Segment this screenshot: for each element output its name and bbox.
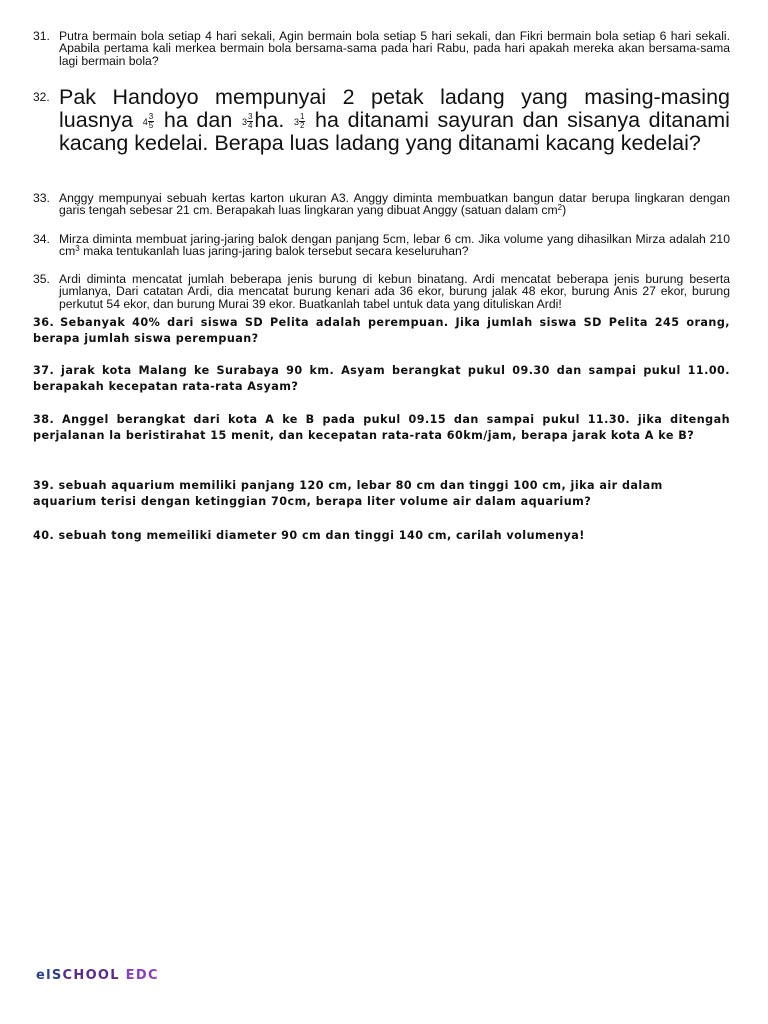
fraction-mixed bbox=[143, 113, 154, 130]
question-35 bbox=[33, 273, 730, 310]
question-text-part: maka tentukanlah luas jaring-jaring balok tersebut secara keseluruhan? bbox=[79, 244, 469, 259]
question-text: 40. sebuah tong memeiliki diameter 90 cm dan tinggi 140 cm, carilah volumenya! bbox=[33, 529, 585, 542]
question-text: Ardi diminta mencatat jumlah beberapa jenis burung di kebun binatang. Ardi mencatat beberapa jenis burung beserta jumlanya, Dari catatan Ardi, dia mencatat burung kenari ada 36 ekor, burung jalak 48 ekor, burung Anis 27 ekor, burung perkutut 54 ekor, dan burung Murai 39 ekor. Buatkanlah tabel untuk data yang dituliskan Ardi! bbox=[59, 272, 730, 311]
question-text-part: ha dan bbox=[163, 108, 233, 133]
fraction-whole: 3 bbox=[241, 116, 247, 127]
question-34 bbox=[33, 233, 730, 258]
fraction-numerator: 3 bbox=[148, 112, 154, 122]
question-text bbox=[59, 192, 730, 217]
question-text-part: ha. bbox=[254, 108, 285, 133]
fraction-denominator: 4 bbox=[247, 121, 253, 131]
question-text bbox=[59, 233, 730, 258]
question-text-part: Sebanyak 40% dari siswa SD Pelita adalah perempuan. Jika jumlah siswa SD Pelita 245 orang, berapa jumlah siswa perempuan? bbox=[33, 316, 730, 346]
brand-part: CHOOL bbox=[62, 968, 120, 983]
question-38 bbox=[33, 412, 730, 445]
question-31 bbox=[33, 30, 730, 67]
fraction-whole: 3 bbox=[293, 116, 299, 127]
fraction-numerator: 1 bbox=[299, 112, 305, 122]
question-40 bbox=[33, 528, 730, 544]
question-text: 38. Anggel berangkat dari kota A ke B pada pukul 09.15 dan sampai pukul 11.30. jika ditengah perjalanan la beristirahat 15 menit, dan kecepatan rata-rata 60km/jam, berapa jarak kota A ke B? bbox=[33, 413, 730, 443]
superscript: 3 bbox=[75, 244, 80, 254]
brand-part: EDC bbox=[119, 968, 159, 983]
fraction-whole: 4 bbox=[142, 116, 148, 127]
question-text-part: Anggy mempunyai sebuah kertas karton ukuran A3. Anggy diminta membuatkan bangun datar berupa lingkaran dengan garis tengah sebesar 21 cm. Berapakah luas lingkaran yang dibuat Anggy (satuan dalam cm bbox=[59, 191, 730, 218]
question-number: 33. bbox=[33, 191, 50, 205]
question-text-part: Pak Handoyo mempunyai 2 petak ladang yang masing-masing luasnya bbox=[59, 85, 730, 133]
question-number: 34. bbox=[33, 232, 50, 246]
question-text: 37. jarak kota Malang ke Surabaya 90 km. Asyam berangkat pukul 09.30 dan sampai pukul 11.00. berapakah kecepatan rata-rata Asyam? bbox=[33, 364, 730, 394]
question-text: 39. sebuah aquarium memiliki panjang 120 cm, lebar 80 cm dan tinggi 100 cm, jika air dalam aquarium terisi dengan ketinggian 70cm, berapa liter volume air dalam aquarium? bbox=[33, 479, 663, 509]
question-36 bbox=[33, 315, 730, 348]
question-37 bbox=[33, 363, 730, 396]
fraction-denominator: 2 bbox=[299, 121, 305, 131]
fraction-mixed bbox=[242, 113, 253, 130]
question-text-part: ha ditanami sayuran dan sisanya ditanami kacang kedelai. Berapa luas ladang yang ditanami kacang kedelai? bbox=[59, 108, 730, 156]
fraction-numerator: 3 bbox=[247, 112, 253, 122]
brand-part: elS bbox=[36, 968, 63, 983]
question-text bbox=[59, 86, 730, 156]
brand-logo-text bbox=[36, 968, 159, 983]
question-number: 32. bbox=[33, 90, 50, 104]
question-number: 35. bbox=[33, 272, 50, 286]
fraction-denominator: 5 bbox=[148, 121, 154, 131]
fraction-mixed bbox=[294, 113, 305, 130]
question-number: 31. bbox=[33, 29, 50, 43]
question-text-part: Mirza diminta membuat jaring-jaring balok dengan panjang 5cm, lebar 6 cm. Jika volume yang dihasilkan Mirza adalah 210 cm bbox=[59, 232, 730, 259]
question-33 bbox=[33, 192, 730, 217]
question-32 bbox=[33, 86, 730, 156]
question-text: Putra bermain bola setiap 4 hari sekali, Agin bermain bola setiap 5 hari sekali, dan Fikri bermain bola setiap 6 hari sekali. Apabila pertama kali merkea bermain bola bersama-sama pada hari Rabu, pada hari apakah mereka akan bersama-sama lagi bermain bola? bbox=[59, 29, 730, 68]
question-number: 36. bbox=[33, 316, 55, 329]
question-39 bbox=[33, 478, 730, 511]
question-text bbox=[33, 315, 730, 348]
superscript: 2 bbox=[557, 203, 563, 213]
question-text-part: ) bbox=[562, 203, 567, 218]
